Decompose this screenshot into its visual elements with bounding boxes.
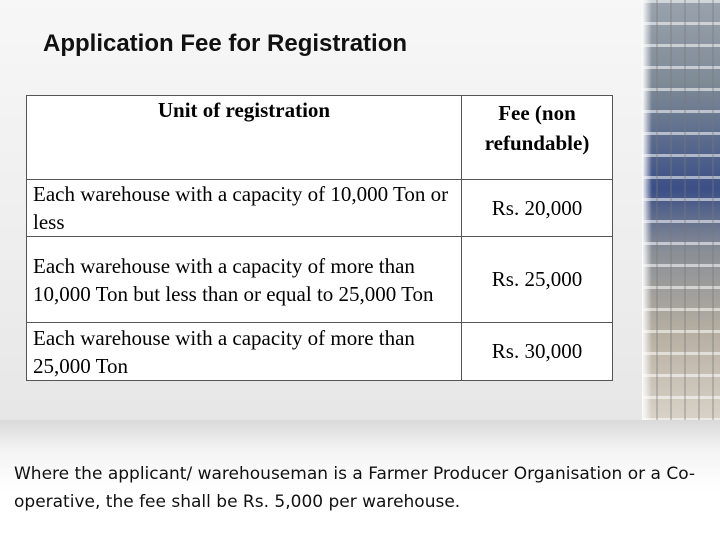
row-fee: Rs. 30,000 — [462, 323, 613, 381]
fee-table — [26, 95, 613, 381]
header-fee-line2: refundable) — [484, 131, 590, 155]
table-row — [27, 180, 613, 237]
footer-note: Where the applicant/ warehouseman is a Farmer Producer Organisation or a Co-operative, the fee shall be Rs. 5,000 per warehouse. — [14, 464, 696, 512]
row-fee: Rs. 20,000 — [462, 180, 613, 237]
row-fee: Rs. 25,000 — [462, 237, 613, 323]
header-fee — [462, 96, 613, 180]
row-unit: Each warehouse with a capacity of 10,000 Ton or less — [27, 180, 462, 237]
table-row — [27, 323, 613, 381]
table-header-row — [27, 96, 613, 180]
header-unit: Unit of registration — [27, 96, 462, 180]
table-row — [27, 237, 613, 323]
header-fee-line1: Fee (non — [498, 101, 576, 125]
warehouse-photo — [642, 0, 720, 420]
row-unit: Each warehouse with a capacity of more than 25,000 Ton — [27, 323, 462, 381]
page-title: Application Fee for Registration — [43, 30, 408, 57]
row-unit: Each warehouse with a capacity of more than 10,000 Ton but less than or equal to 25,000 Ton — [27, 237, 462, 323]
